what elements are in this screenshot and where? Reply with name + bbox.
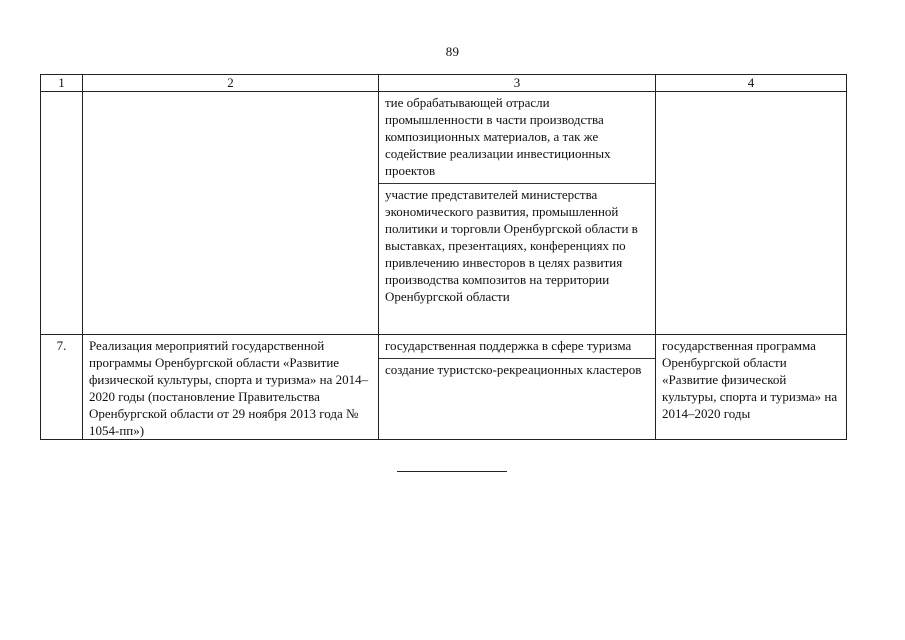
row-7-program: Реализация мероприятий государственной программы Оренбургской области «Развитие физической культуры, спорта и туризма» на 2014–2020 годы (постановление Правительства Оренбургской области от 29 ноября 2013 года № 1054-пп») xyxy=(83,335,379,440)
row-7-source: государственная программа Оренбургской области «Развитие физической культуры, спорта и туризма» на 2014–2020 годы xyxy=(656,335,847,440)
measure-block: тие обрабатывающей отрасли промышленности в части производства композиционных материалов, а так же содействие реализации инвестиционных проектов xyxy=(385,95,611,178)
table-row-7 xyxy=(41,335,847,440)
row-continued-program xyxy=(83,92,379,335)
row-continued-number xyxy=(41,92,83,335)
header-col-4: 4 xyxy=(656,75,847,92)
header-col-2: 2 xyxy=(83,75,379,92)
header-col-3: 3 xyxy=(379,75,656,92)
end-separator-line xyxy=(397,471,507,472)
table-header-row xyxy=(41,75,847,92)
measure-block: участие представителей министерства экономического развития, промышленной политики и торговли Оренбургской области в выставках, презентациях, конференциях по привлечению инвесторов в целях развития производства композитов на территории Оренбургской области xyxy=(379,183,655,309)
table-row-continued xyxy=(41,92,847,335)
page-number: 89 xyxy=(445,44,460,59)
row-7-measures xyxy=(379,335,656,440)
row-continued-measures xyxy=(379,92,656,335)
row-7-number: 7. xyxy=(41,335,83,440)
measure-block: создание туристско-рекреационных кластеров xyxy=(379,358,655,382)
document-table xyxy=(40,74,847,440)
measure-block: государственная поддержка в сфере туризма xyxy=(385,338,632,353)
row-continued-source xyxy=(656,92,847,335)
header-col-1: 1 xyxy=(41,75,83,92)
